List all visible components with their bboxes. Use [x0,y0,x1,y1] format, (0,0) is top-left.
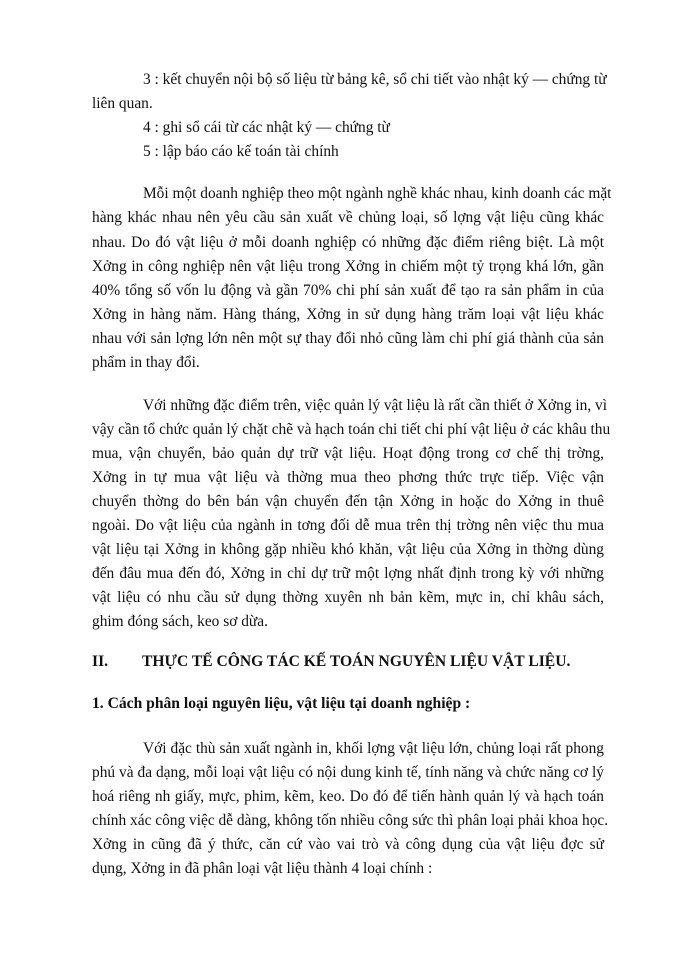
paragraph-3-line: Với đặc thù sản xuất ngành in, khối lợng vật liệu lớn, chủng loại rất phong [143,740,604,757]
paragraph-2-line: chuyển thờng do bên bán vận chuyển đến tận Xởng in hoặc do Xởng in thuê [92,493,604,510]
section-number: II. [92,653,109,670]
paragraph-2-line: Với những đặc điểm trên, việc quản lý vật liệu là rất cần thiết ở Xởng in, vì [143,397,607,414]
paragraph-1-line: nhau với sản lợng lớn nên một sự thay đổi nhỏ cũng làm chi phí giá thành của sản [92,330,604,347]
paragraph-3-line: dụng, Xởng in đã phân loại vật liệu thành 4 loại chính : [92,860,433,877]
paragraph-1-line: Xởng in hàng năm. Hàng tháng, Xởng in sử dụng hàng trăm loại vật liệu khác [92,306,604,323]
paragraph-2-line: ngoài. Do vật liệu của ngành in tơng đối dễ mua trên thị trờng nên việc thu mua [92,517,604,534]
paragraph-2-line: vậy cần tổ chức quản lý chặt chẽ và hạch toán chi tiết chi phí vật liệu ở các khâu thu [92,421,611,438]
paragraph-1-line: phẩm in thay đổi. [92,354,200,371]
paragraph-2-line: đến đâu mua đến đó, Xởng in chỉ dự trữ một lợng nhất định trong kỳ với những [92,565,604,582]
paragraph-2-line: ghim đóng sách, keo sơ dừa. [92,613,268,630]
paragraph-1-line: Mỗi một doanh nghiệp theo một ngành nghề khác nhau, kinh doanh các mặt [143,185,612,202]
paragraph-1-line: Xởng in công nghiệp nên vật liệu trong Xởng in chiếm một tỷ trọng khá lớn, gần [92,258,604,275]
paragraph-1-line: 40% tổng số vốn lu động và gần 70% chi phí sản xuất để tạo ra sản phẩm in của [92,282,604,299]
paragraph-2-line: vật liệu tại Xởng in không gặp nhiều khó khăn, vật liệu của Xởng in thờng dùng [92,541,604,558]
paragraph-1-line: nhau. Do đó vật liệu ở mỗi doanh nghiệp có những đặc điểm riêng biệt. Là một [92,234,604,251]
paragraph-3-line: phú và đa dạng, mỗi loại vật liệu có nội dung kinh tế, tính năng và chức năng cơ lý [92,764,604,781]
list-item-3-line-2: liên quan. [92,95,153,112]
paragraph-2-line: vật liệu có nhu cầu sử dụng thờng xuyên nh bản kẽm, mực in, chỉ khâu sách, [92,589,604,606]
paragraph-2-line: Xởng in tự mua vật liệu và thờng mua theo phơng thức trực tiếp. Việc vận [92,469,604,486]
list-item-4: 4 : ghi sổ cái từ các nhật ký — chứng từ [143,119,390,136]
list-item-3-line-1: 3 : kết chuyển nội bộ số liệu từ bảng kê, sổ chi tiết vào nhật ký — chứng từ [143,71,607,88]
section-title: THỰC TẾ CÔNG TÁC KẾ TOÁN NGUYÊN LIỆU VẬT LIỆU. [142,653,571,670]
list-item-5: 5 : lập báo cáo kế toán tài chính [143,143,339,160]
paragraph-3-line: Xởng in cũng đã ý thức, căn cứ vào vai trò và công dụng của vật liệu đợc sử [92,836,604,853]
paragraph-3-line: hoá riêng nh giấy, mực, phim, kẽm, keo. Do đó để tiến hành quản lý và hạch toán [92,788,604,805]
paragraph-2-line: mua, vận chuyển, bảo quản dự trữ vật liệu. Hoạt động trong cơ chế thị trờng, [92,445,604,462]
paragraph-3-line: chính xác công việc dễ dàng, không tốn nhiều công sức thì phân loại phải khoa học. [92,812,609,829]
paragraph-1-line: hàng khác nhau nên yêu cầu sản xuất về chủng loại, số lợng vật liệu cũng khác [92,209,604,226]
subsection-heading: 1. Cách phân loại nguyên liệu, vật liệu tại doanh nghiệp : [92,695,471,712]
